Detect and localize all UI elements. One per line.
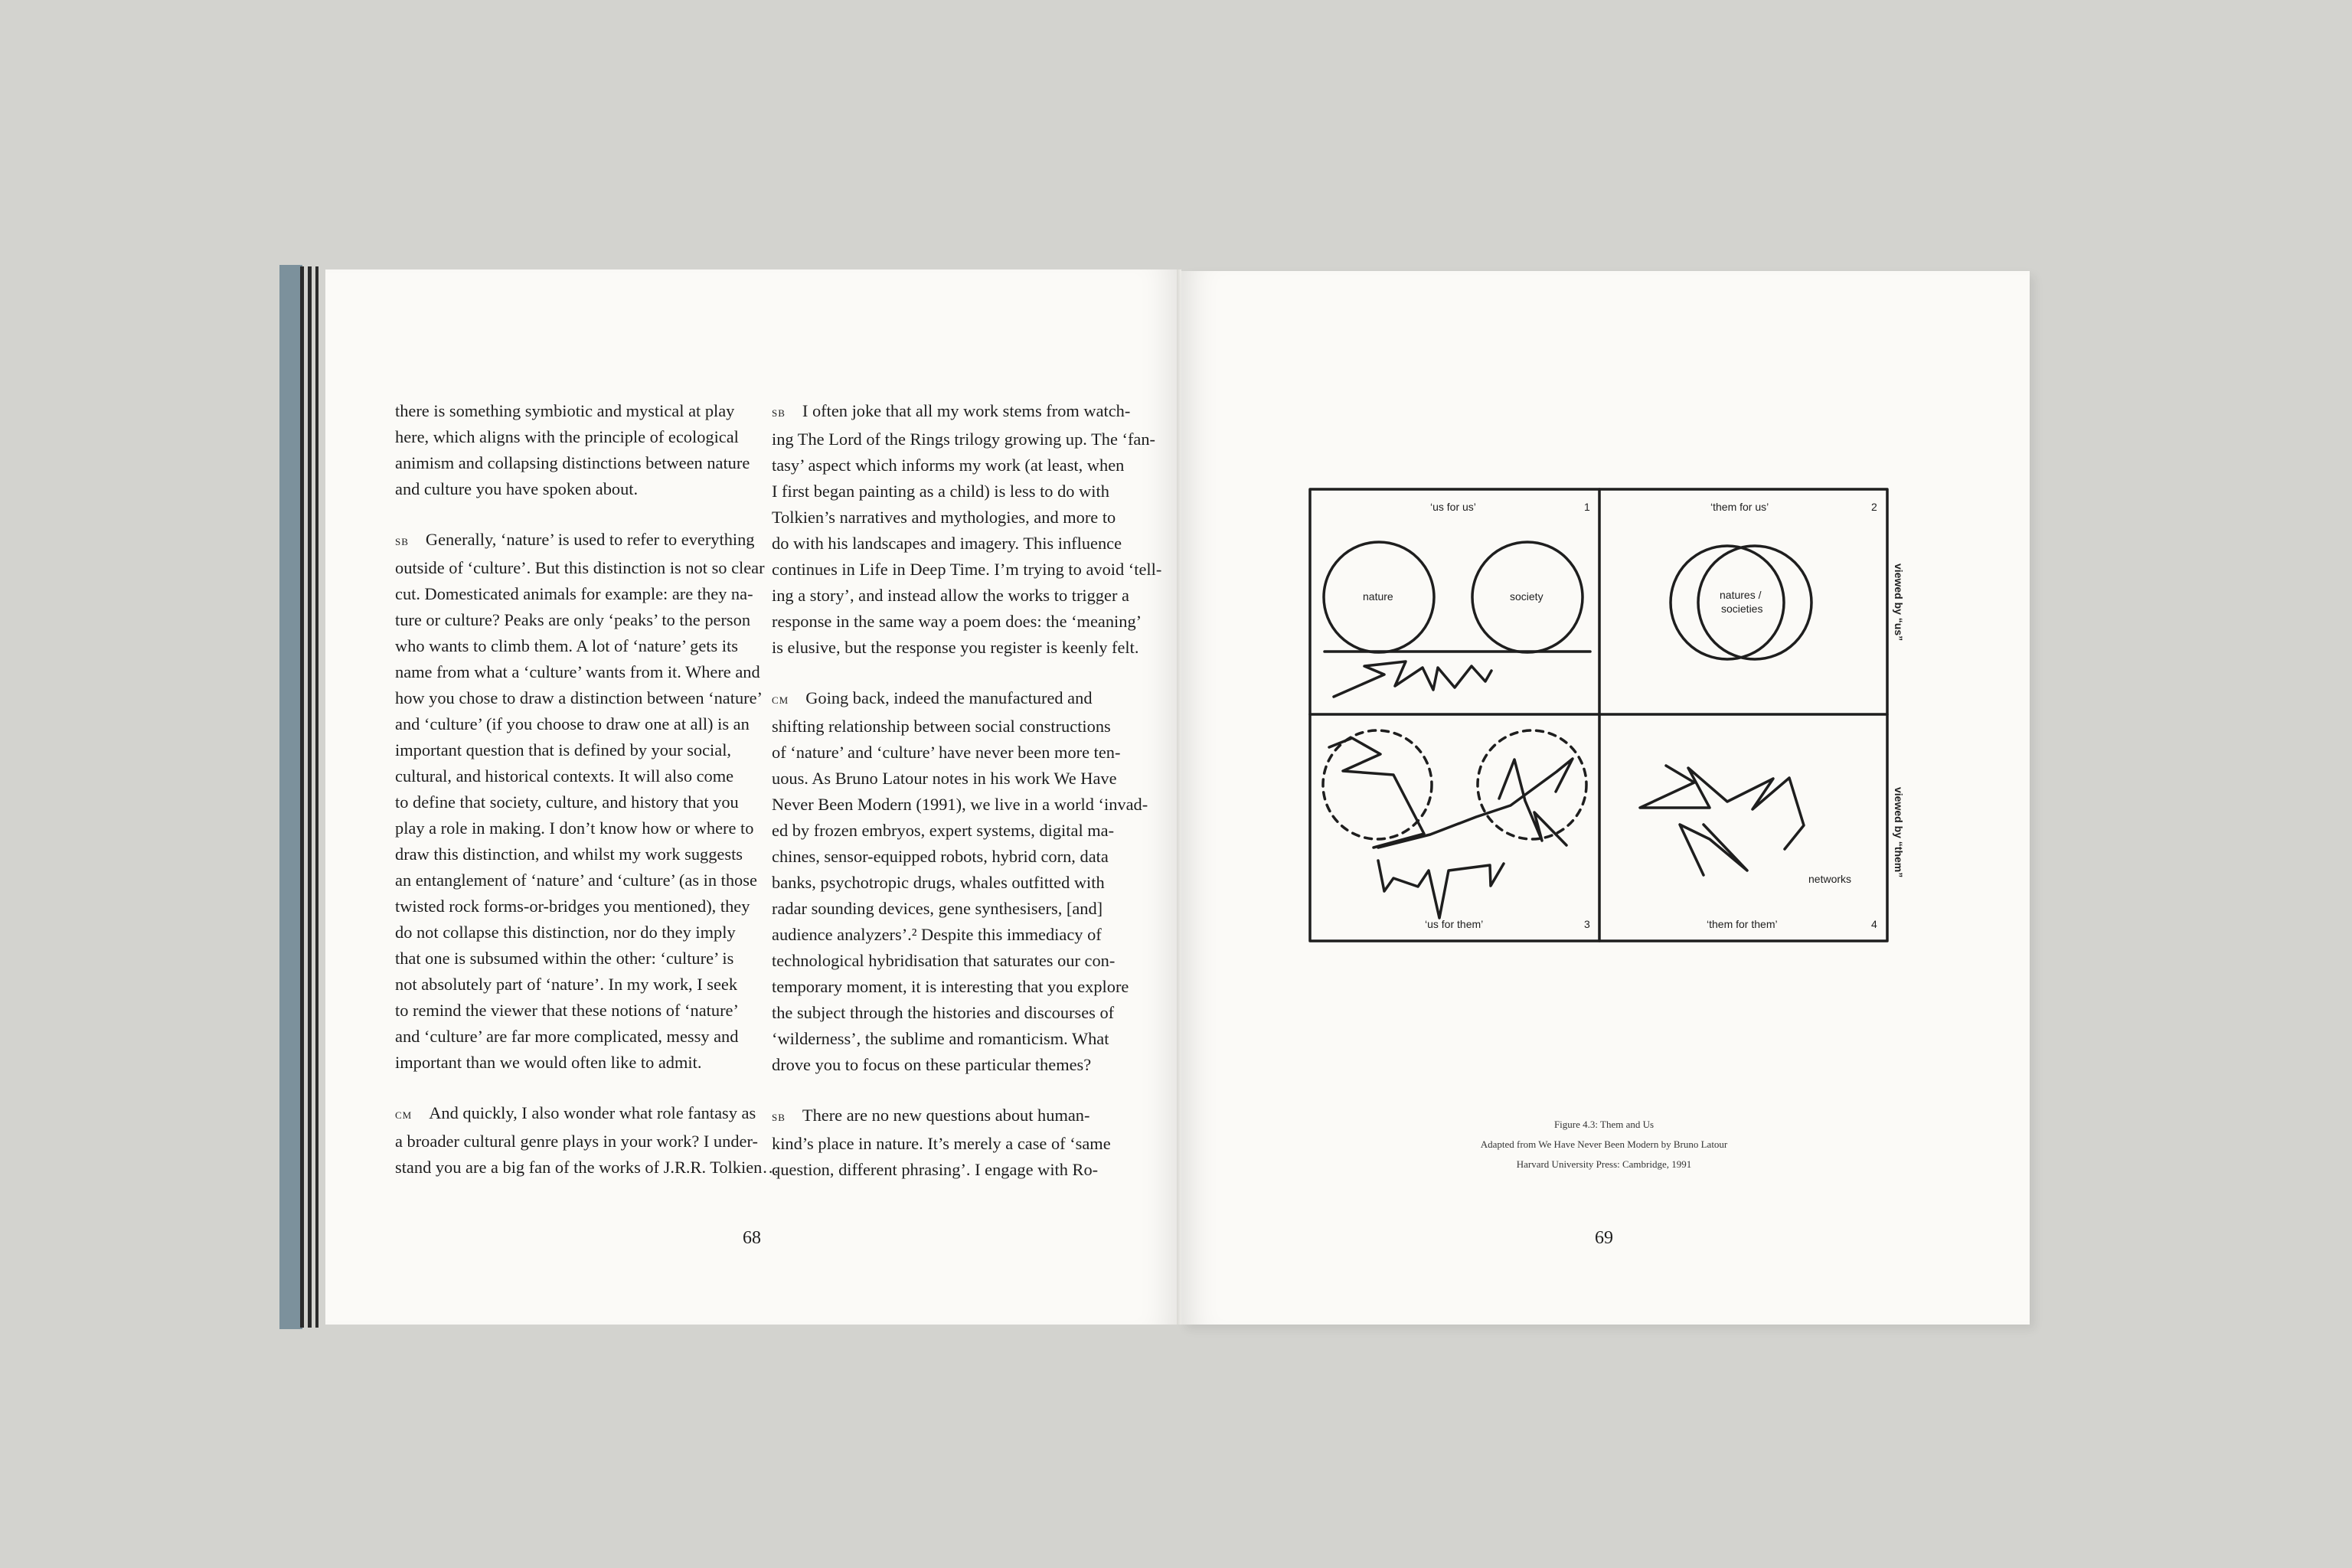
tangled-network [1334, 662, 1491, 697]
text-line: there is something symbiotic and mystical at play [395, 401, 735, 420]
side-label-them: viewed by “them” [1893, 787, 1905, 878]
text-line: temporary moment, it is interesting that you explore [772, 977, 1129, 996]
text-column-right [772, 398, 1162, 1207]
figure-caption [1432, 1115, 1776, 1174]
text-line: question, different phrasing’. I engage with Ro- [772, 1160, 1099, 1179]
speaker-initials: CM [772, 694, 789, 706]
page-number: 68 [743, 1228, 761, 1248]
text-line: kind’s place in nature. It’s merely a case of ‘same [772, 1134, 1111, 1153]
paragraph [772, 685, 1148, 1078]
text-line: and ‘culture’ (if you choose to draw one at all) is an [395, 714, 750, 733]
text-line: technological hybridisation that saturates our con- [772, 951, 1116, 970]
text-column-left [395, 398, 779, 1205]
paragraph [772, 1102, 1129, 1183]
text-line: is elusive, but the response you register is keenly felt. [772, 638, 1139, 657]
dashed-circle-left [1323, 730, 1432, 839]
caption-line: Adapted from We Have Never Been Modern by Bruno Latour [1480, 1138, 1728, 1150]
paragraph [395, 527, 765, 1076]
text-line: chines, sensor-equipped robots, hybrid corn, data [772, 847, 1109, 866]
text-line: animism and collapsing distinctions between nature [395, 453, 750, 472]
page-edge [315, 266, 318, 1328]
paragraph [772, 398, 1162, 661]
page-edge [308, 266, 312, 1328]
text-line: a broader cultural genre plays in your work? I under- [395, 1132, 758, 1151]
text-line: how you chose to draw a distinction between ‘nature’ [395, 688, 763, 707]
text-line: CM And quickly, I also wonder what role fantasy as [395, 1103, 756, 1122]
quadrant-4-number: 4 [1871, 918, 1877, 930]
text-line: Tolkien’s narratives and mythologies, and more to [772, 508, 1116, 527]
text-line: radar sounding devices, gene synthesisers, [and] [772, 899, 1103, 918]
text-line: continues in Life in Deep Time. I’m trying to avoid ‘tell- [772, 560, 1162, 579]
page-edge [300, 266, 304, 1328]
text-line: that one is subsumed within the other: ‘culture’ is [395, 949, 734, 968]
quadrant-3-number: 3 [1584, 918, 1590, 930]
text-line: ing a story’, and instead allow the works to trigger a [772, 586, 1129, 605]
text-line: SB I often joke that all my work stems from watch- [772, 401, 1131, 420]
text-line: ture or culture? Peaks are only ‘peaks’ to the person [395, 610, 751, 629]
text-line: drove you to focus on these particular themes? [772, 1055, 1092, 1074]
text-line: important question that is defined by your social, [395, 740, 732, 760]
text-line: response in the same way a poem does: the ‘meaning’ [772, 612, 1142, 631]
text-line: to define that society, culture, and history that you [395, 792, 739, 812]
text-line: uous. As Bruno Latour notes in his work We Have [772, 769, 1117, 788]
text-line: SB Generally, ‘nature’ is used to refer to everything [395, 530, 755, 549]
networks-graphic-a [1640, 766, 1804, 849]
side-label-us: viewed by “us” [1893, 564, 1905, 642]
diagram-graphic [1308, 487, 1890, 943]
society-label: society [1510, 590, 1544, 603]
text-line: ‘wilderness’, the sublime and romanticism. What [772, 1029, 1109, 1048]
quadrant-2-title: ‘them for us’ [1710, 501, 1769, 513]
text-line: ing The Lord of the Rings trilogy growing up. The ‘fan- [772, 430, 1156, 449]
text-line: not absolutely part of ‘nature’. In my work, I seek [395, 975, 738, 994]
text-line: outside of ‘culture’. But this distinction is not so clear [395, 558, 765, 577]
text-line: who wants to climb them. A lot of ‘nature’ gets its [395, 636, 738, 655]
text-line: CM Going back, indeed the manufactured and [772, 688, 1093, 707]
quadrant-4-title: ‘them for them’ [1707, 918, 1778, 930]
networks-label: networks [1808, 873, 1852, 885]
text-line: important than we would often like to admit. [395, 1053, 702, 1072]
text-line: stand you are a big fan of the works of J.R.R. Tolkien… [395, 1158, 779, 1177]
text-line: do with his landscapes and imagery. This influence [772, 534, 1122, 553]
speaker-initials: SB [772, 1112, 786, 1123]
text-line: the subject through the histories and discourses of [772, 1003, 1115, 1022]
nature-label: nature [1363, 590, 1393, 603]
text-line: here, which aligns with the principle of ecological [395, 427, 739, 446]
networks-graphic-b [1680, 825, 1747, 875]
text-line: name from what a ‘culture’ wants from it. Where and [395, 662, 760, 681]
dashed-circle-right [1478, 730, 1586, 839]
text-line: play a role in making. I don’t know how or where to [395, 818, 754, 838]
speaker-initials: SB [395, 536, 409, 547]
text-line: do not collapse this distinction, nor do they imply [395, 923, 736, 942]
text-line: to remind the viewer that these notions of ‘nature’ [395, 1001, 739, 1020]
page-number: 69 [1595, 1228, 1613, 1248]
hybrid-network-bottom [1378, 861, 1504, 918]
quadrant-3-title: ‘us for them’ [1425, 918, 1484, 930]
text-line: of ‘nature’ and ‘culture’ have never been more ten- [772, 743, 1121, 762]
caption-line: Harvard University Press: Cambridge, 1991 [1516, 1158, 1692, 1170]
text-line: and culture you have spoken about. [395, 479, 639, 498]
text-line: Never Been Modern (1991), we live in a world ‘invad- [772, 795, 1148, 814]
societies-label: societies [1721, 603, 1763, 615]
caption-line: Figure 4.3: Them and Us [1553, 1119, 1655, 1130]
text-line: shifting relationship between social constructions [772, 717, 1111, 736]
quadrant-1-number: 1 [1584, 501, 1590, 513]
text-line: and ‘culture’ are far more complicated, messy and [395, 1027, 739, 1046]
speaker-initials: CM [395, 1109, 413, 1121]
text-line: ed by frozen embryos, expert systems, digital ma- [772, 821, 1115, 840]
text-line: twisted rock forms-or-bridges you mentioned), they [395, 897, 750, 916]
text-line: I first began painting as a child) is less to do with [772, 482, 1109, 501]
text-line: banks, psychotropic drugs, whales outfitted with [772, 873, 1105, 892]
text-line: cut. Domesticated animals for example: are they na- [395, 584, 753, 603]
quadrant-2-number: 2 [1871, 501, 1877, 513]
text-line: cultural, and historical contexts. It will also come [395, 766, 734, 786]
text-line: an entanglement of ‘nature’ and ‘culture’ (as in those [395, 871, 757, 890]
natures-label: natures / [1720, 589, 1762, 601]
text-line: draw this distinction, and whilst my work suggests [395, 844, 743, 864]
paragraph [395, 398, 752, 502]
text-line: tasy’ aspect which informs my work (at least, when [772, 456, 1125, 475]
text-line: audience analyzers’.² Despite this immediacy of [772, 925, 1102, 944]
book-spine [279, 265, 302, 1329]
quadrant-1-title: ‘us for us’ [1430, 501, 1476, 513]
hybrid-network-left [1329, 738, 1424, 848]
figure-diagram [1308, 487, 1905, 943]
speaker-initials: SB [772, 407, 786, 419]
text-line: SB There are no new questions about human- [772, 1106, 1090, 1125]
